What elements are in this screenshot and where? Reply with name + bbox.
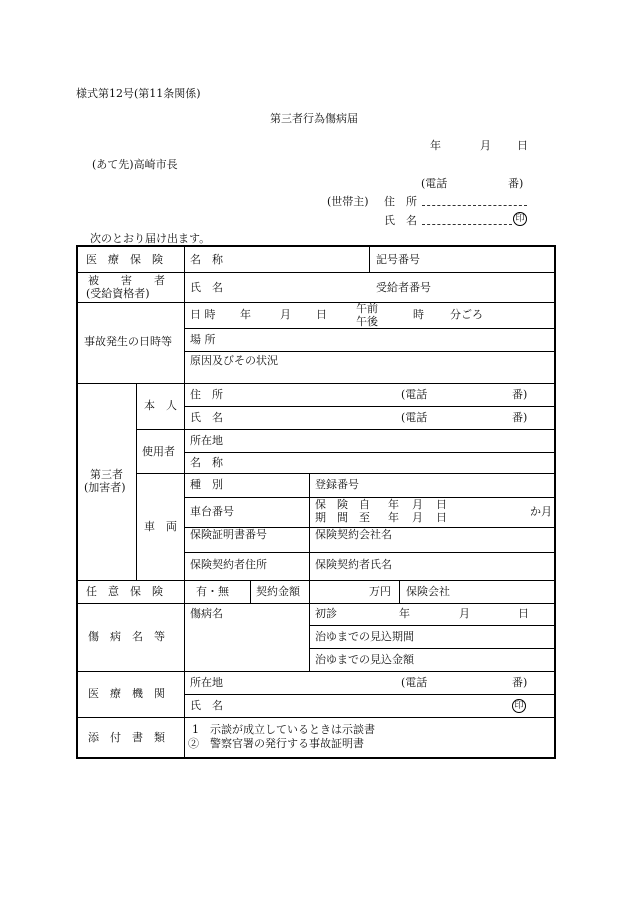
self-name-field[interactable]: 氏 名 — [190, 411, 223, 424]
injury-label: 傷 病 名 等 — [88, 630, 165, 643]
insured-sublabel: (受給資格者) — [86, 287, 150, 300]
first-visit-month: 月 — [459, 607, 470, 620]
period-from-year: 年 — [388, 498, 399, 511]
institution-seal-icon: 印 — [512, 699, 526, 713]
insurance-company-field[interactable]: 保険会社 — [406, 585, 450, 598]
attachment-item-2: ② 警察官署の発行する事故証明書 — [188, 737, 364, 750]
cert-number-field[interactable]: 保険証明書番号 — [190, 528, 267, 541]
first-visit-year: 年 — [399, 607, 410, 620]
first-visit-day: 日 — [518, 607, 529, 620]
self-address-phone-close: 番) — [512, 388, 528, 401]
vehicle-label: 車 両 — [144, 520, 177, 533]
self-name-phone-open: (電話 — [401, 411, 428, 424]
healing-period-field[interactable]: 治ゆまでの見込期間 — [315, 630, 414, 643]
self-address-phone-open: (電話 — [401, 388, 428, 401]
form-id: 様式第12号(第11条関係) — [76, 87, 201, 100]
seal-icon: 印 — [513, 212, 527, 226]
date-day: 日 — [517, 139, 528, 152]
voluntary-insurance-label: 任 意 保 険 — [86, 585, 163, 598]
employer-name-field[interactable]: 名 称 — [190, 456, 223, 469]
header-phone-open: (電話 — [421, 177, 448, 190]
place-field[interactable]: 場 所 — [190, 333, 216, 346]
applicant-address-label: 住 所 — [384, 195, 417, 208]
insured-name-field[interactable]: 氏 名 — [190, 281, 223, 294]
institution-name-field[interactable]: 氏 名 — [190, 699, 223, 712]
hour-unit: 時 — [413, 308, 424, 321]
employer-label: 使用者 — [142, 445, 175, 458]
form-title: 第三者行為傷病届 — [270, 112, 358, 125]
recipient-number-field[interactable]: 受給者番号 — [376, 281, 431, 294]
datetime-label: 日 時 — [190, 308, 216, 321]
insurance-label: 医 療 保 険 — [86, 253, 163, 266]
third-party-label: 第三者 — [90, 468, 123, 481]
self-label: 本 人 — [144, 399, 177, 412]
period-from-month: 月 — [412, 498, 423, 511]
date-year: 年 — [430, 139, 441, 152]
holder-name-field[interactable]: 保険契約者氏名 — [315, 558, 392, 571]
period-to-month: 月 — [412, 511, 423, 524]
period-to-year: 年 — [388, 511, 399, 524]
insured-label: 被 害 者 — [88, 274, 165, 287]
third-party-sublabel: (加害者) — [84, 481, 126, 494]
insurance-name-field[interactable]: 名 称 — [190, 253, 223, 266]
self-name-phone-close: 番) — [512, 411, 528, 424]
year-unit: 年 — [240, 308, 251, 321]
holder-address-field[interactable]: 保険契約者住所 — [190, 558, 267, 571]
header-phone-close: 番) — [508, 177, 524, 190]
accident-label: 事故発生の日時等 — [84, 335, 172, 348]
injury-name-field[interactable]: 傷病名 — [190, 607, 223, 620]
attachments-label: 添 付 書 類 — [88, 731, 165, 744]
man-yen-unit: 万円 — [369, 585, 391, 598]
months-unit: か月 — [530, 505, 552, 518]
contract-amount-label: 契約金額 — [256, 585, 300, 598]
applicant-address-line[interactable] — [422, 205, 527, 206]
minute-unit: 分ごろ — [450, 308, 483, 321]
applicant-name-label: 氏 名 — [384, 214, 417, 227]
first-visit-field[interactable]: 初診 — [315, 607, 337, 620]
vehicle-kind-field[interactable]: 種 別 — [190, 478, 223, 491]
applicant-name-line[interactable] — [422, 224, 512, 225]
insurer-name-field[interactable]: 保険契約会社名 — [315, 528, 392, 541]
period-to-day: 日 — [436, 511, 447, 524]
institution-location-field[interactable]: 所在地 — [190, 676, 223, 689]
yes-no-option[interactable]: 有・無 — [196, 585, 229, 598]
institution-phone-open: (電話 — [401, 676, 428, 689]
month-unit: 月 — [280, 308, 291, 321]
insurance-period-from: 保 険 自 — [315, 498, 370, 511]
day-unit: 日 — [316, 308, 327, 321]
insurance-period-to: 期 間 至 — [315, 511, 370, 524]
employer-location-field[interactable]: 所在地 — [190, 434, 223, 447]
self-address-field[interactable]: 住 所 — [190, 388, 223, 401]
institution-label: 医 療 機 関 — [88, 687, 165, 700]
pm-option[interactable]: 午後 — [356, 315, 378, 328]
cause-field[interactable]: 原因及びその状況 — [190, 354, 278, 367]
period-from-day: 日 — [436, 498, 447, 511]
attachment-item-1: 1 示談が成立しているときは示談書 — [192, 723, 375, 736]
code-number-field[interactable]: 記号番号 — [376, 253, 420, 266]
addressee: (あて先)高崎市長 — [92, 158, 178, 171]
institution-phone-close: 番) — [512, 676, 528, 689]
am-option[interactable]: 午前 — [356, 302, 378, 315]
intro-text: 次のとおり届け出ます。 — [90, 232, 211, 245]
healing-cost-field[interactable]: 治ゆまでの見込金額 — [315, 653, 414, 666]
date-month: 月 — [480, 139, 491, 152]
householder-label: (世帯主) — [327, 195, 369, 208]
chassis-number-field[interactable]: 車台番号 — [190, 505, 234, 518]
registration-number-field[interactable]: 登録番号 — [315, 478, 359, 491]
injury-report-table — [76, 245, 556, 759]
